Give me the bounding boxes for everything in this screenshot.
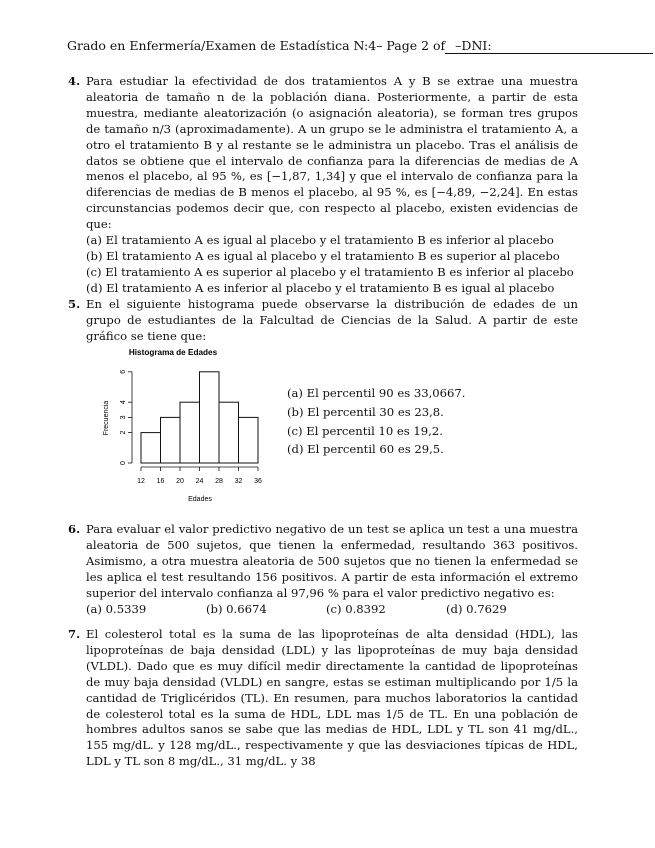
option-b[interactable]: (b) El tratamiento A es igual al placebo y el tratamiento B es superior al placebo (86, 248, 560, 263)
question-text: En el siguiente histograma puede observarse la distribución de edades de un grupo de estudiantes de la Falcultad de Ciencias de la Salud. A partir de este gráfico se tiene que: (86, 297, 578, 343)
histogram-bar (219, 402, 239, 463)
option-d[interactable]: (d) 0.7629 (446, 601, 507, 616)
question-6 (68, 522, 578, 617)
histogram-svg (100, 340, 280, 510)
y-tick-label: 3 (120, 415, 127, 420)
question-4 (68, 74, 578, 297)
x-tick-label: 36 (254, 478, 262, 485)
question-text: El colesterol total es la suma de las lipoproteínas de alta densidad (HDL), las lipoproteínas de baja densidad (LDL) y las lipoproteínas de muy baja densidad (VLDL). Dado que es muy difícil medir directamente la cantidad de lipoproteínas de muy baja densidad (VLDL) en sangre, estas se estiman multiplicando por 1/5 la cantidad de Triglicéridos (TL). En resumen, para muchos laboratorios la cantidad de colesterol total es la suma de HDL, LDL mas 1/5 de TL. En una población de hombres adultos sanos se sabe que las medias de HDL, LDL y TL son 41 mg/dL., 155 mg/dL. y 128 mg/dL., respectivamente y que las desviaciones típicas de HDL, LDL y TL son 8 mg/dL., 31 mg/dL. y 38 (86, 627, 578, 769)
x-tick-label: 12 (137, 478, 145, 485)
dni-underline (445, 53, 653, 54)
question-number: 4. (68, 74, 81, 88)
x-tick-label: 20 (176, 478, 184, 485)
y-tick-label: 4 (120, 400, 127, 405)
question-7 (68, 627, 578, 770)
question-number: 6. (68, 522, 81, 536)
chart-title: Histograma de Edades (128, 348, 218, 357)
option-c[interactable]: (c) El tratamiento A es superior al placebo y el tratamiento B es inferior al placebo (86, 264, 574, 279)
x-axis-label: Edades (188, 496, 212, 503)
option-b[interactable]: (b) 0.6674 (206, 601, 267, 616)
question-text: Para evaluar el valor predictivo negativo de un test se aplica un test a una muestra aleatoria de 500 sujetos, que tienen la enfermedad, resultando 363 positivos. Asimismo, a otra muestra aleatoria de 500 sujetos que no tienen la enfermedad se les aplica el test resultando 156 positivos. A partir de esta información el extremo superior del intervalo confianza al 97,96 % para el valor predictivo negativo es: (86, 522, 578, 600)
histogram-bar (180, 402, 200, 463)
page-header (67, 38, 586, 53)
header-title: Grado en Enfermería/Examen de Estadística N:4– Page 2 of (67, 38, 446, 53)
option-c[interactable]: (c) El percentil 10 es 19,2. (287, 423, 443, 438)
option-d[interactable]: (d) El tratamiento A es inferior al placebo y el tratamiento B es igual al placebo (86, 280, 555, 295)
y-tick-label: 2 (120, 430, 127, 435)
question-5-options (287, 384, 465, 459)
option-a[interactable]: (a) El tratamiento A es igual al placebo y el tratamiento B es inferior al placebo (86, 233, 554, 248)
x-tick-label: 16 (156, 478, 165, 485)
y-tick-label: 6 (120, 369, 127, 374)
x-tick-label: 32 (234, 478, 243, 485)
option-a[interactable]: (a) El percentil 90 es 33,0667. (287, 386, 466, 400)
x-tick-label: 24 (195, 478, 204, 485)
question-text: Para estudiar la efectividad de dos tratamientos A y B se extrae una muestra aleatoria de tamaño n de la población diana. Posteriormente, a partir de esta muestra, mediante aleatorización (o asignación aleatoria), se forman tres grupos de tamaño n/3 (aproximadamente). A un grupo se le administra el tratamiento A, a otro el tratamiento B y al restante se le administra un placebo. Tras el análisis de datos se obtiene que el intervalo de confianza para la diferencias de medias de A menos el placebo, al 95 %, es [−1,87, 1,34] y que el intervalo de confianza para la diferencias de medias de B menos el placebo, al 95 %, es [−4,89, −2,24]. En estas circunstancias podemos decir que, con respecto al placebo, existen evidencias de que: (86, 74, 578, 232)
histogram-bar (200, 372, 220, 463)
y-axis-label: Frecuencia (103, 400, 110, 436)
question-5 (68, 297, 578, 345)
option-b[interactable]: (b) El percentil 30 es 23,8. (287, 404, 444, 419)
histogram-bar (161, 417, 181, 463)
histogram-bar (141, 433, 161, 463)
options-row (86, 602, 578, 618)
y-tick-label: 0 (120, 461, 127, 465)
question-number: 7. (68, 627, 81, 641)
option-a[interactable]: (a) 0.5339 (86, 601, 147, 616)
histogram-chart (100, 340, 280, 510)
question-number: 5. (68, 297, 81, 311)
histogram-bar (239, 417, 259, 463)
option-c[interactable]: (c) 0.8392 (326, 601, 386, 616)
dni-label: –DNI: (455, 38, 492, 53)
x-tick-label: 28 (215, 478, 223, 485)
option-d[interactable]: (d) El percentil 60 es 29,5. (287, 442, 444, 457)
